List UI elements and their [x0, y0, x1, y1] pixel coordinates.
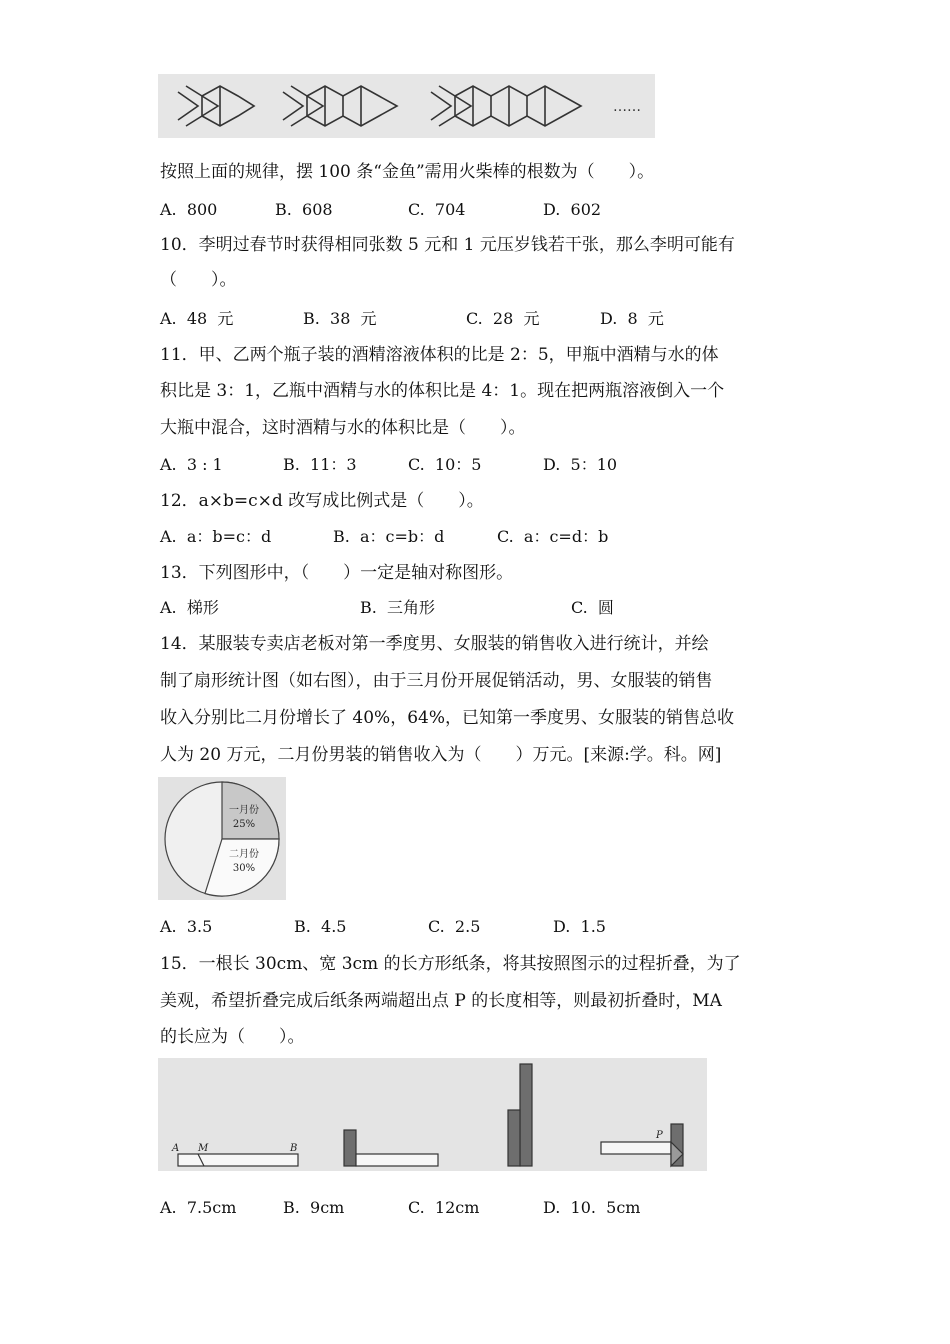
strip-step-3-short — [508, 1110, 520, 1166]
strip-step-4-horizontal — [601, 1142, 671, 1154]
pie-label-january: 一月份 — [229, 805, 259, 816]
q14-pie-drawing — [158, 777, 286, 900]
q13-stem: 13．下列图形中，（ ）一定是轴对称图形。 — [160, 563, 514, 583]
q9-option-c[interactable]: C. 704 — [408, 200, 466, 219]
q13-option-b[interactable]: B. 三角形 — [360, 598, 436, 617]
q10-option-d[interactable]: D. 8 元 — [600, 309, 664, 328]
q9-option-a[interactable]: A. 800 — [160, 200, 218, 219]
q14-stem-line-1: 14．某服装专卖店老板对第一季度男、女服装的销售收入进行统计，并绘 — [160, 634, 709, 654]
q10-stem-line-1: 10．李明过春节时获得相同张数 5 元和 1 元压岁钱若干张，那么李明可能有 — [160, 235, 735, 255]
strip-step-3-tall — [520, 1064, 532, 1166]
q11-option-d[interactable]: D. 5：10 — [543, 455, 618, 474]
q15-folding-figure — [158, 1058, 707, 1171]
q12-stem: 12．a×b=c×d 改写成比例式是（ ）。 — [160, 491, 484, 511]
q14-stem-line-2: 制了扇形统计图（如右图），由于三月份开展促销活动，男、女服装的销售 — [160, 671, 713, 691]
q15-option-a[interactable]: A. 7.5cm — [160, 1198, 237, 1217]
pie-label-february: 二月份 — [229, 849, 259, 860]
q15-stem-line-3: 的长应为（ ）。 — [160, 1027, 305, 1047]
q15-folding-drawing — [158, 1058, 707, 1171]
label-b: B — [290, 1143, 298, 1154]
q9-option-b[interactable]: B. 608 — [275, 200, 333, 219]
q11-option-a[interactable]: A. 3 : 1 — [160, 455, 223, 474]
q11-stem-line-3: 大瓶中混合，这时酒精与水的体积比是（ ）。 — [160, 418, 526, 438]
goldfish-matchstick-figure — [158, 74, 655, 138]
q15-option-d[interactable]: D. 10. 5cm — [543, 1198, 641, 1217]
q12-option-a[interactable]: A. a：b=c：d — [160, 527, 272, 546]
pattern-ellipsis: …… — [613, 99, 641, 115]
q9-stem: 按照上面的规律，摆 100 条“金鱼”需用火柴棒的根数为（ ）。 — [160, 162, 655, 182]
q10-stem-line-2: （ ）。 — [160, 270, 237, 290]
q14-option-a[interactable]: A. 3.5 — [160, 917, 213, 936]
q11-option-b[interactable]: B. 11：3 — [283, 455, 357, 474]
strip-step-1 — [178, 1154, 298, 1166]
q10-option-a[interactable]: A. 48 元 — [160, 309, 234, 328]
strip-step-2-horizontal — [356, 1154, 438, 1166]
q14-stem-line-3: 收入分别比二月份增长了 40%，64%，已知第一季度男、女服装的销售总收 — [160, 708, 734, 728]
q14-option-d[interactable]: D. 1.5 — [553, 917, 606, 936]
q15-stem-line-1: 15．一根长 30cm、宽 3cm 的长方形纸条，将其按照图示的过程折叠，为了 — [160, 954, 741, 974]
q13-option-c[interactable]: C. 圆 — [571, 598, 614, 617]
q12-option-c[interactable]: C. a：c=d：b — [497, 527, 609, 546]
q14-option-b[interactable]: B. 4.5 — [294, 917, 347, 936]
label-a: A — [172, 1143, 180, 1154]
strip-step-2-vertical — [344, 1130, 356, 1166]
q11-stem-line-2: 积比是 3：1，乙瓶中酒精与水的体积比是 4：1。现在把两瓶溶液倒入一个 — [160, 381, 725, 401]
q14-pie-chart — [158, 777, 286, 900]
q14-option-c[interactable]: C. 2.5 — [428, 917, 481, 936]
q15-option-b[interactable]: B. 9cm — [283, 1198, 345, 1217]
q15-stem-line-2: 美观，希望折叠完成后纸条两端超出点 P 的长度相等，则最初折叠时，MA — [160, 991, 722, 1011]
q12-option-b[interactable]: B. a：c=b：d — [333, 527, 445, 546]
goldfish-pattern-drawing — [158, 74, 655, 138]
q13-option-a[interactable]: A. 梯形 — [160, 598, 219, 617]
q15-option-c[interactable]: C. 12cm — [408, 1198, 480, 1217]
pie-value-january: 25% — [232, 819, 256, 830]
label-m: M — [198, 1143, 209, 1154]
q14-stem-line-4: 人为 20 万元，二月份男装的销售收入为（ ）万元。[来源:学。科。网] — [160, 745, 722, 765]
q10-option-b[interactable]: B. 38 元 — [303, 309, 377, 328]
q10-option-c[interactable]: C. 28 元 — [466, 309, 540, 328]
label-p: P — [656, 1130, 663, 1141]
q11-option-c[interactable]: C. 10：5 — [408, 455, 482, 474]
pie-value-february: 30% — [232, 863, 256, 874]
q9-option-d[interactable]: D. 602 — [543, 200, 602, 219]
q11-stem-line-1: 11．甲、乙两个瓶子装的酒精溶液体积的比是 2：5，甲瓶中酒精与水的体 — [160, 345, 719, 365]
